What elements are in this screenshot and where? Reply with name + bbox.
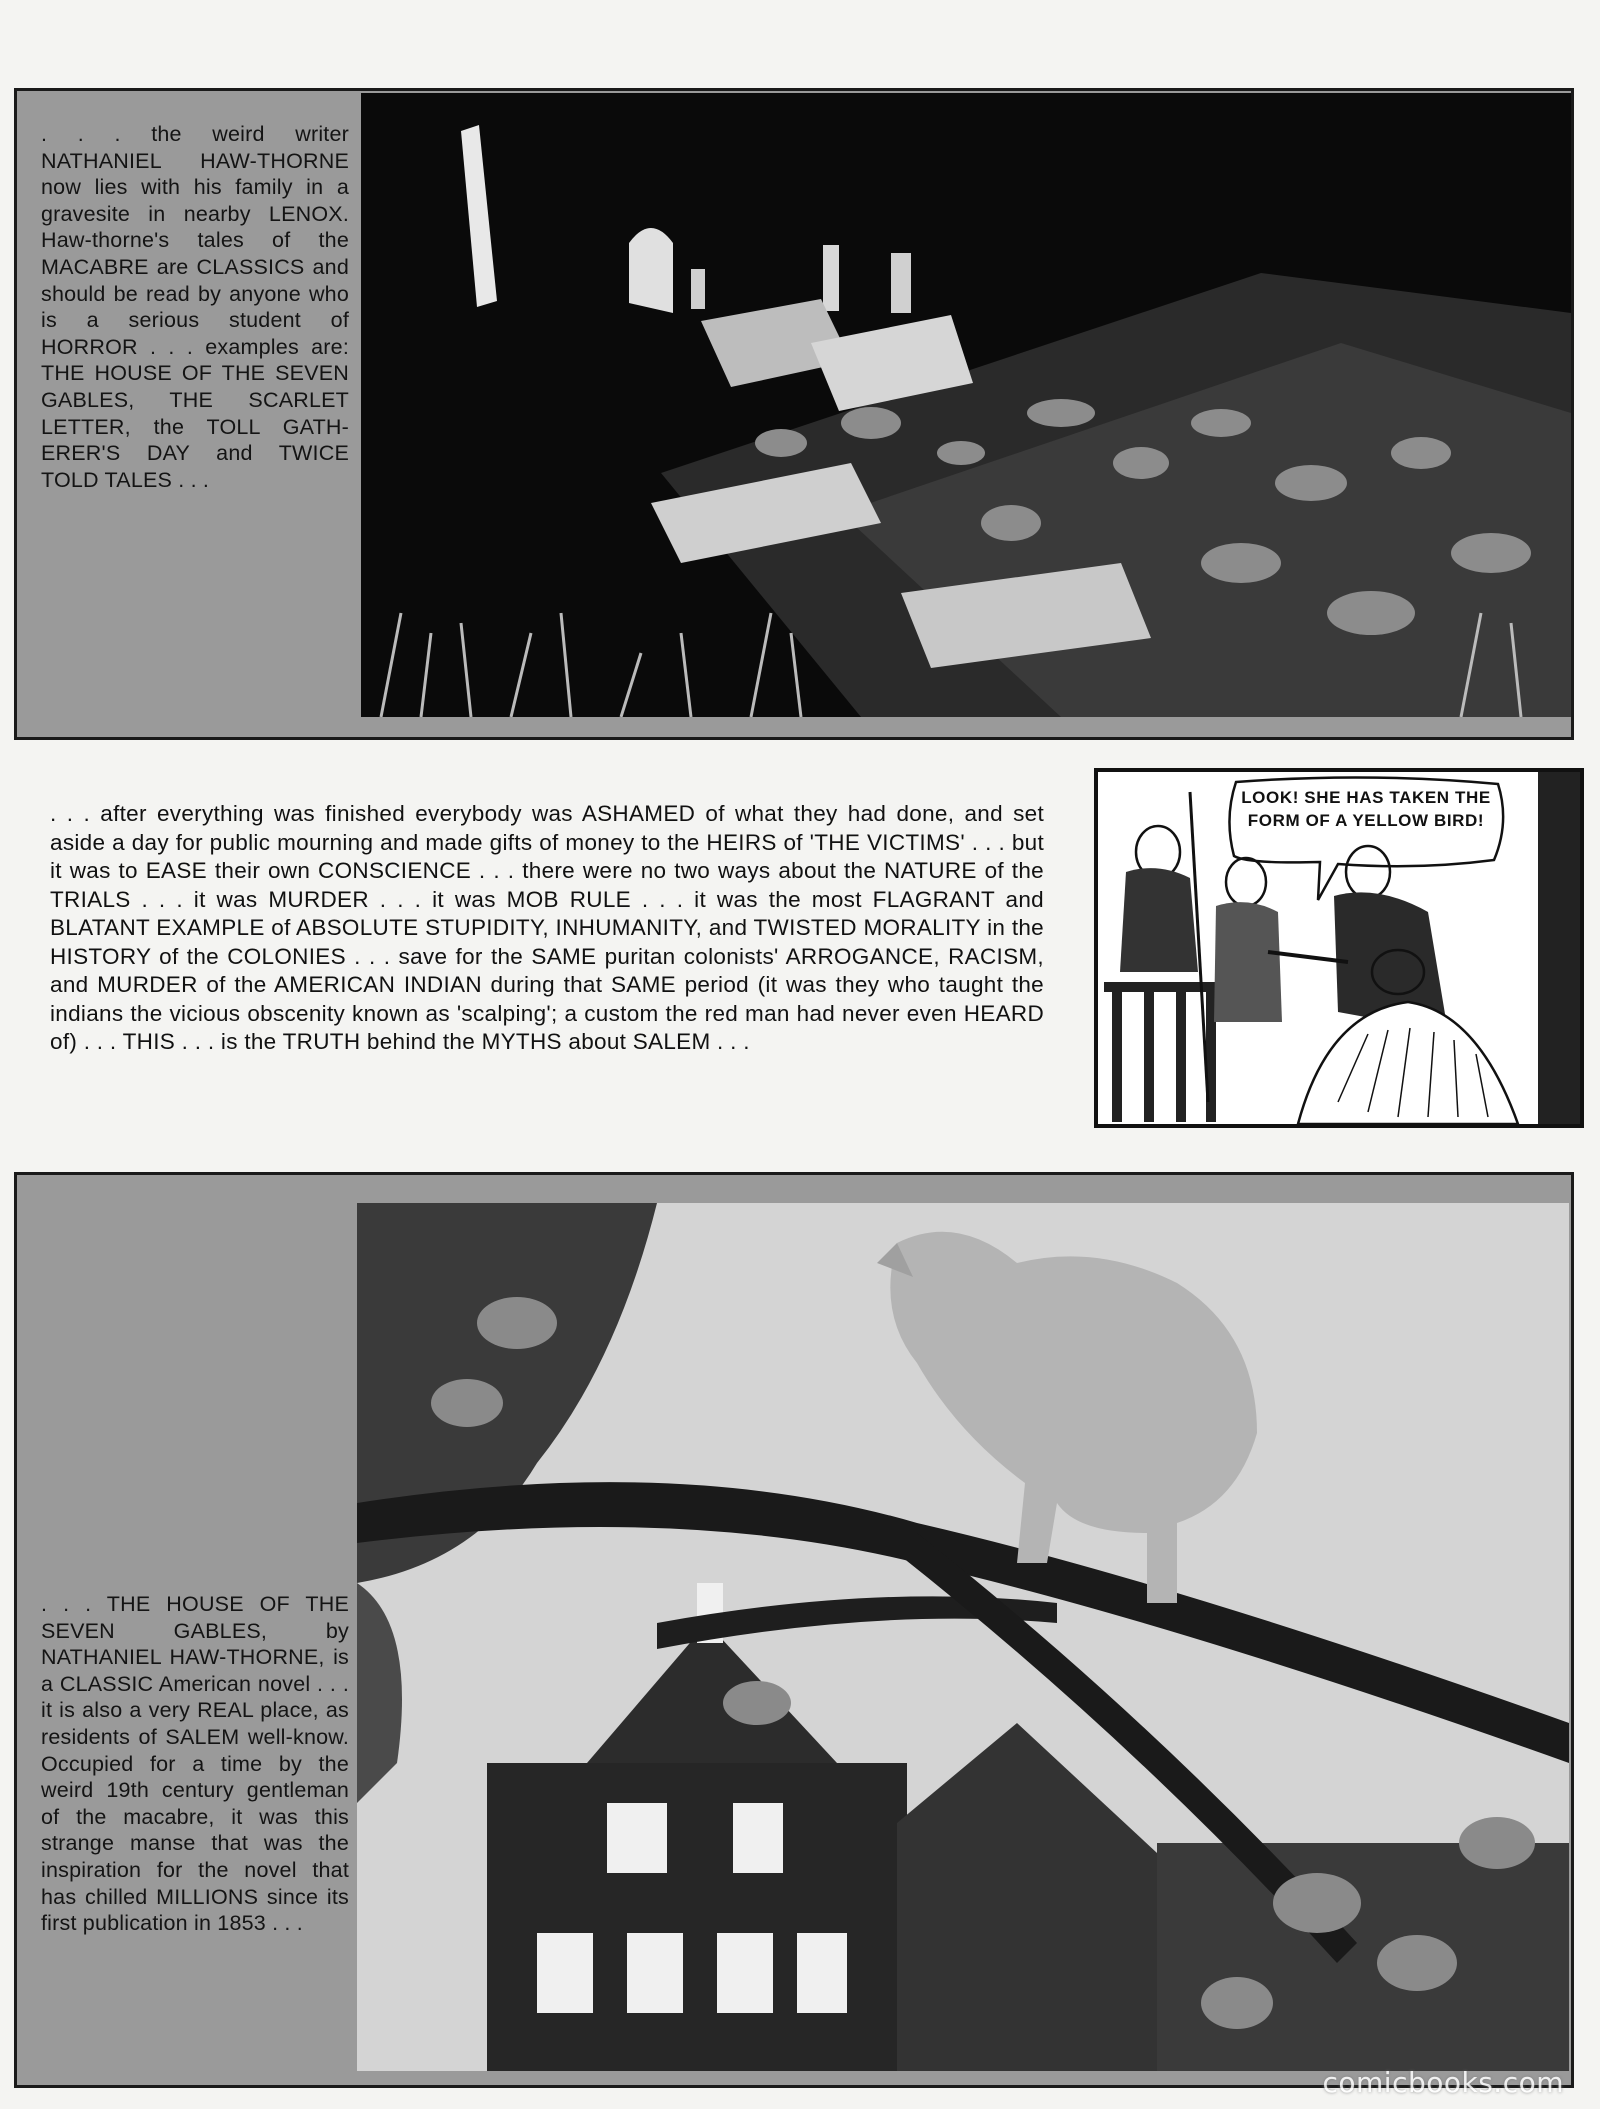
seven-gables-photo xyxy=(357,1203,1569,2071)
salem-trials-body-text: . . . after everything was finished everybody was ASHAMED of what they had done, and set aside a day for public mourning and made gifts of money to the HEIRS of 'THE VICTIMS' . . . but it was to EASE their own CONSCIENCE . . . there were no two ways about the NATURE of the TRIALS . . . it was MURDER . . . it was MOB RULE . . . it was the most FLAGRANT and BLATANT EXAMPLE of ABSOLUTE STUPIDITY, INHUMANITY, and TWISTED MORALITY in the HISTORY of the COLONIES . . . save for the SAME puritan colonists' ARROGANCE, RACISM, and MURDER of the AMERICAN INDIAN during that SAME period (it was they who taught the indians the vicious obscenity known as 'scalping'; a custom the red man had never even HEARD of) . . . THIS . . . is the TRUTH behind the MYTHS about SALEM . . . xyxy=(50,801,1044,1054)
bottom-panel xyxy=(14,1172,1574,2088)
hawthorne-grave-caption: . . . the weird writer NATHANIEL HAW-THORNE now lies with his family in a gravesite in nearby LENOX. Haw-thorne's tales of the MACABRE are CLASSICS and should be read by anyone who is a serious student of HORROR . . . examples are: THE HOUSE OF THE SEVEN GABLES, THE SCARLET LETTER, the TOLL GATH-ERER'S DAY and TWICE TOLD TALES . . . xyxy=(41,122,349,492)
speech-balloon: LOOK! SHE HAS TAKEN THE FORM OF A YELLOW BIRD! xyxy=(1241,788,1491,830)
seven-gables-caption: . . . THE HOUSE OF THE SEVEN GABLES, by NATHANIEL HAW-THORNE, is a CLASSIC American novel . . . it is also a very REAL place, as residents of SALEM well-know. Occupied for a time by the weird 19th century gentleman of the macabre, it was this strange manse that was the inspiration for the novel that has chilled MILLIONS since its first publication in 1853 . . . xyxy=(41,1592,349,1936)
comic-panel xyxy=(1094,768,1584,1128)
gravesite-illustration xyxy=(361,93,1571,717)
watermark: comicbooks.com xyxy=(1322,2066,1564,2099)
top-panel xyxy=(14,88,1574,740)
gravesite-photo xyxy=(361,93,1571,717)
house-and-cat-illustration xyxy=(357,1203,1569,2071)
